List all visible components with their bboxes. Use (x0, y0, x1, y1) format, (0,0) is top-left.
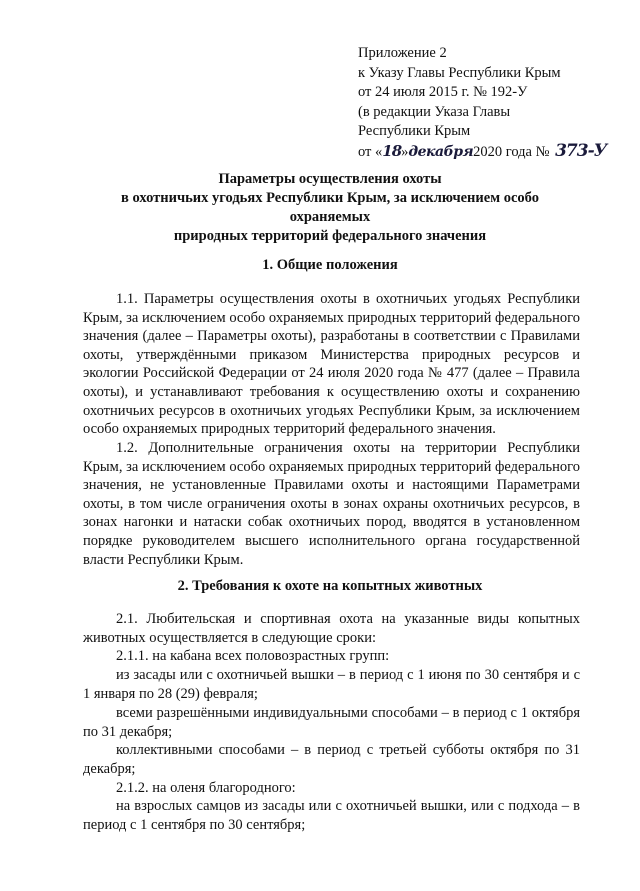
paragraph: 1.2. Дополнительные ограничения охоты на территории Республики Крым, за исключением особо охраняемых природных территорий федерального значения, не установленные Правилами охоты и настоящими Параметрами охоты, в том числе ограничения охоты в зонах охраны охотничьих ресурсов, в зонах нагонки и натаски собак охотничьих пород, вводятся в установленном порядке руководителем высшего исполнительного органа государственной власти Республики Крым. (83, 440, 580, 568)
appendix-line: Республики Крым (358, 123, 471, 139)
handwritten-decree-number: 373-У (555, 140, 607, 161)
appendix-line: (в редакции Указа Главы (358, 103, 511, 120)
appendix-block (358, 44, 628, 162)
date-quote: » (401, 143, 409, 160)
handwritten-day: 18 (382, 141, 402, 160)
date-prefix: от « (358, 143, 383, 160)
document-title (80, 170, 580, 246)
section-heading: 2. Требования к охоте на копытных животных (177, 578, 483, 594)
appendix-date-line (358, 142, 628, 163)
title-line: охраняемых (289, 209, 371, 225)
date-year: 2020 года № (473, 143, 554, 160)
paragraph: 1.1. Параметры осуществления охоты в охотничьих угодьях Республики Крым, за исключением особо охраняемых природных территорий федерального значения (далее – Параметры охоты), разработаны в соответствии с Правилами охоты, утверждёнными приказом Министерства природных ресурсов и экологии Российской Федерации от 24 июля 2020 года № 477 (далее – Правила охоты), и устанавливают требования к осуществлению охоты и сохранению охотничьих ресурсов в охотничьих угодьях Республики Крым, за исключением особо охраняемых природных территорий федерального значения. (83, 291, 580, 438)
title-line: Параметры осуществления охоты (218, 171, 442, 187)
title-line: природных территорий федерального значения (173, 228, 487, 244)
paragraph: 2.1. Любительская и спортивная охота на указанные виды копытных животных осуществляется в следующие сроки: (83, 611, 580, 646)
paragraph: из засады или с охотничьей вышки – в период с 1 июня по 30 сентября и с 1 января по 28 (29) февраля; (83, 667, 580, 702)
appendix-line: от 24 июля 2015 г. № 192-У (358, 84, 528, 100)
appendix-line: Приложение 2 (358, 45, 447, 61)
paragraph: всеми разрешёнными индивидуальными способами – в период с 1 октября по 31 декабря; (83, 705, 580, 740)
paragraph: 2.1.2. на оленя благородного: (116, 780, 296, 796)
paragraph: на взрослых самцов из засады или с охотничьей вышки, или с подхода – в период с 1 сентября по 30 сентября; (83, 798, 580, 833)
section-heading: 1. Общие положения (262, 257, 398, 273)
paragraph: 2.1.1. на кабана всех половозрастных групп: (116, 648, 390, 664)
paragraph: коллективными способами – в период с третьей субботы октября по 31 декабря; (83, 742, 580, 777)
appendix-line: к Указу Главы Республики Крым (358, 64, 561, 81)
handwritten-month: декабря (408, 143, 474, 160)
title-line: в охотничьих угодьях Республики Крым, за исключением особо (121, 190, 539, 206)
